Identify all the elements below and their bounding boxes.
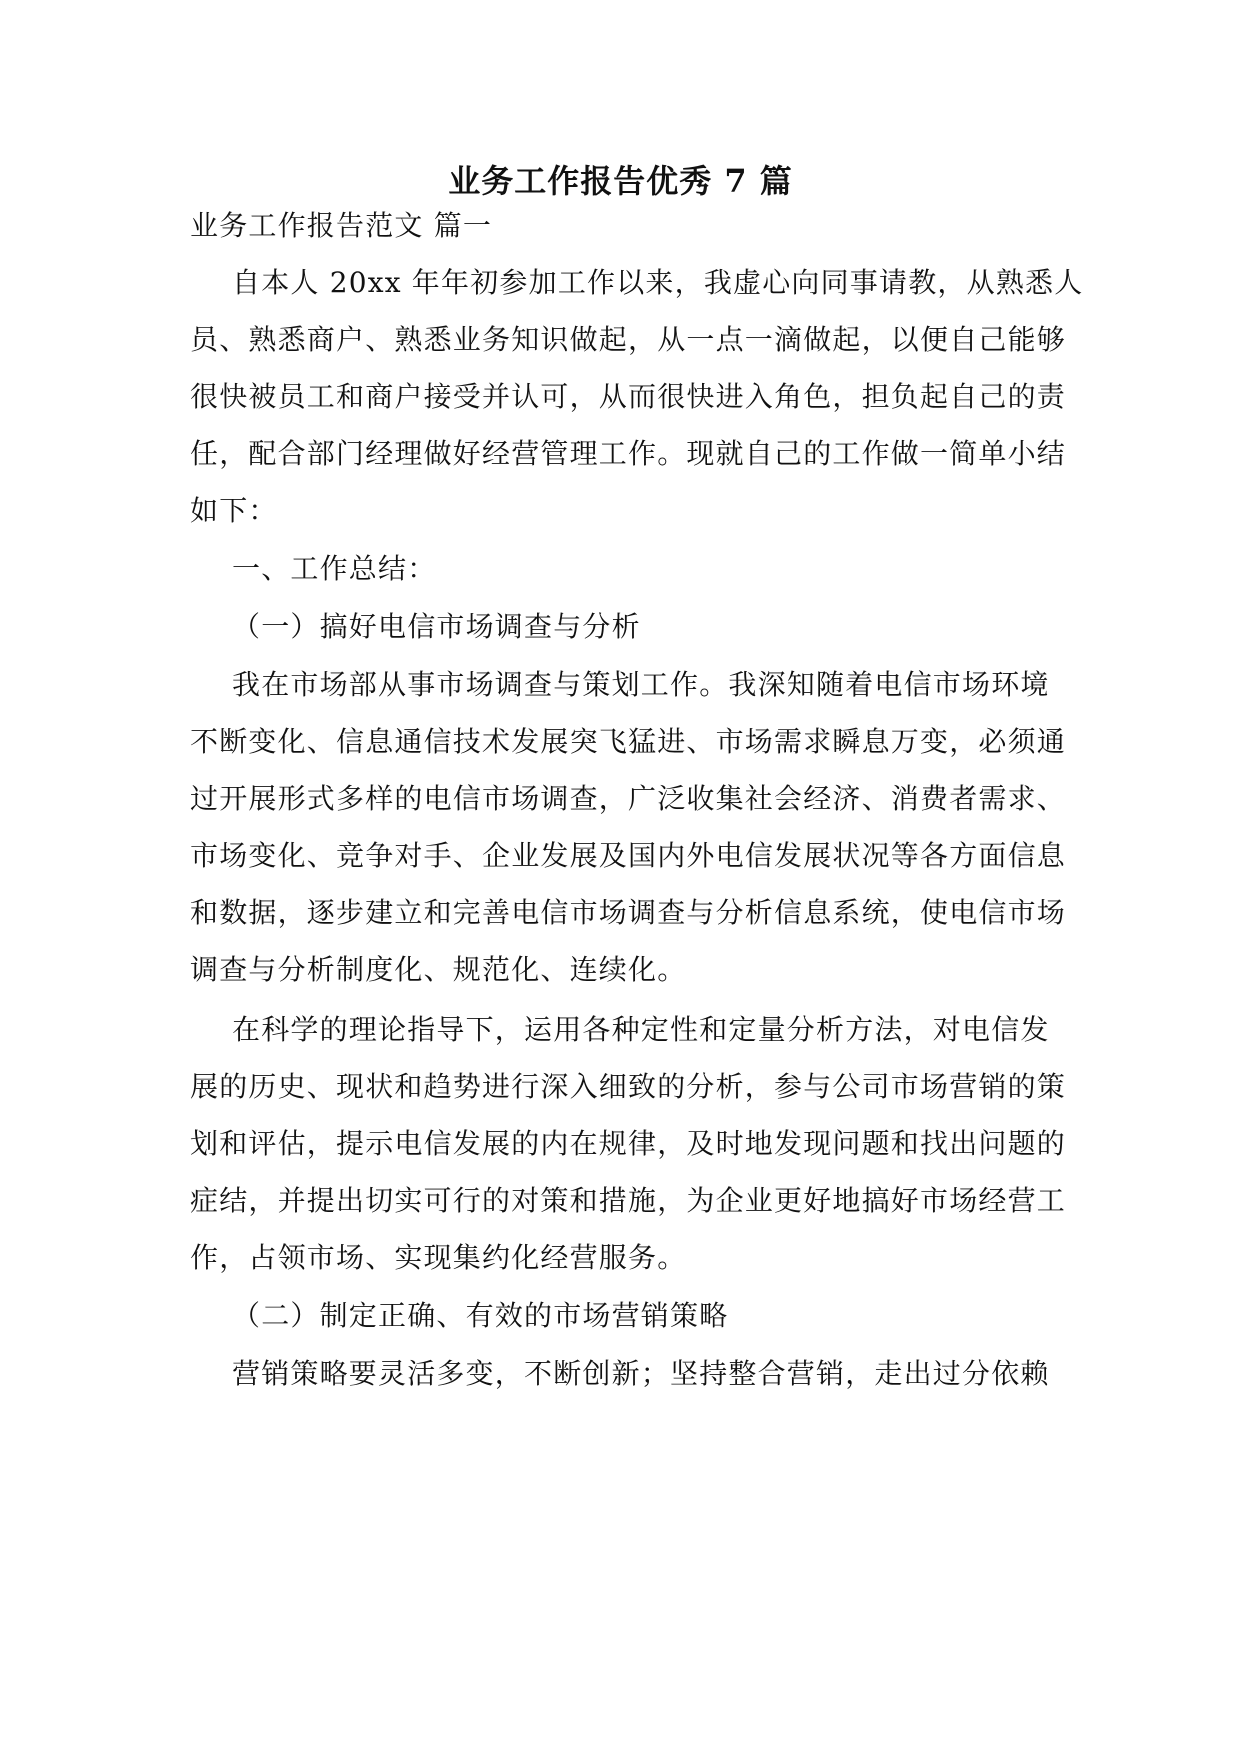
paragraph-line: 调查与分析制度化、规范化、连续化。 xyxy=(190,953,687,986)
paragraph-line: 我在市场部从事市场调查与策划工作。我深知随着电信市场环境 xyxy=(232,668,1050,701)
subheading: （二）制定正确、有效的市场营销策略 xyxy=(232,1299,729,1332)
paragraph-line: 展的历史、现状和趋势进行深入细致的分析，参与公司市场营销的策 xyxy=(190,1070,1067,1103)
paragraph-line: 过开展形式多样的电信市场调查，广泛收集社会经济、消费者需求、 xyxy=(190,782,1067,815)
paragraph-line: 作，占领市场、实现集约化经营服务。 xyxy=(190,1241,687,1274)
section-heading: 业务工作报告范文 篇一 xyxy=(190,209,493,242)
document-title: 业务工作报告优秀 7 篇 xyxy=(448,162,793,200)
subheading: （一）搞好电信市场调查与分析 xyxy=(232,610,641,643)
paragraph-line: 任，配合部门经理做好经营管理工作。现就自己的工作做一简单小结 xyxy=(190,437,1067,470)
paragraph-line: 市场变化、竞争对手、企业发展及国内外电信发展状况等各方面信息 xyxy=(190,839,1067,872)
paragraph-line: 在科学的理论指导下，运用各种定性和定量分析方法，对电信发 xyxy=(232,1013,1050,1046)
paragraph-line: 和数据，逐步建立和完善电信市场调查与分析信息系统，使电信市场 xyxy=(190,896,1067,929)
paragraph-line: 自本人 20xx 年年初参加工作以来，我虚心向同事请教，从熟悉人 xyxy=(232,266,1084,299)
paragraph-line: 员、熟悉商户、熟悉业务知识做起，从一点一滴做起，以便自己能够 xyxy=(190,323,1067,356)
paragraph-line: 症结，并提出切实可行的对策和措施，为企业更好地搞好市场经营工 xyxy=(190,1184,1067,1217)
paragraph-line: 如下： xyxy=(190,494,278,527)
paragraph-line: 很快被员工和商户接受并认可，从而很快进入角色，担负起自己的责 xyxy=(190,380,1067,413)
paragraph-line: 不断变化、信息通信技术发展突飞猛进、市场需求瞬息万变，必须通 xyxy=(190,725,1067,758)
paragraph-line: 划和评估，提示电信发展的内在规律，及时地发现问题和找出问题的 xyxy=(190,1127,1067,1160)
subheading: 一、工作总结： xyxy=(232,552,437,585)
paragraph-line: 营销策略要灵活多变，不断创新；坚持整合营销，走出过分依赖 xyxy=(232,1357,1050,1390)
